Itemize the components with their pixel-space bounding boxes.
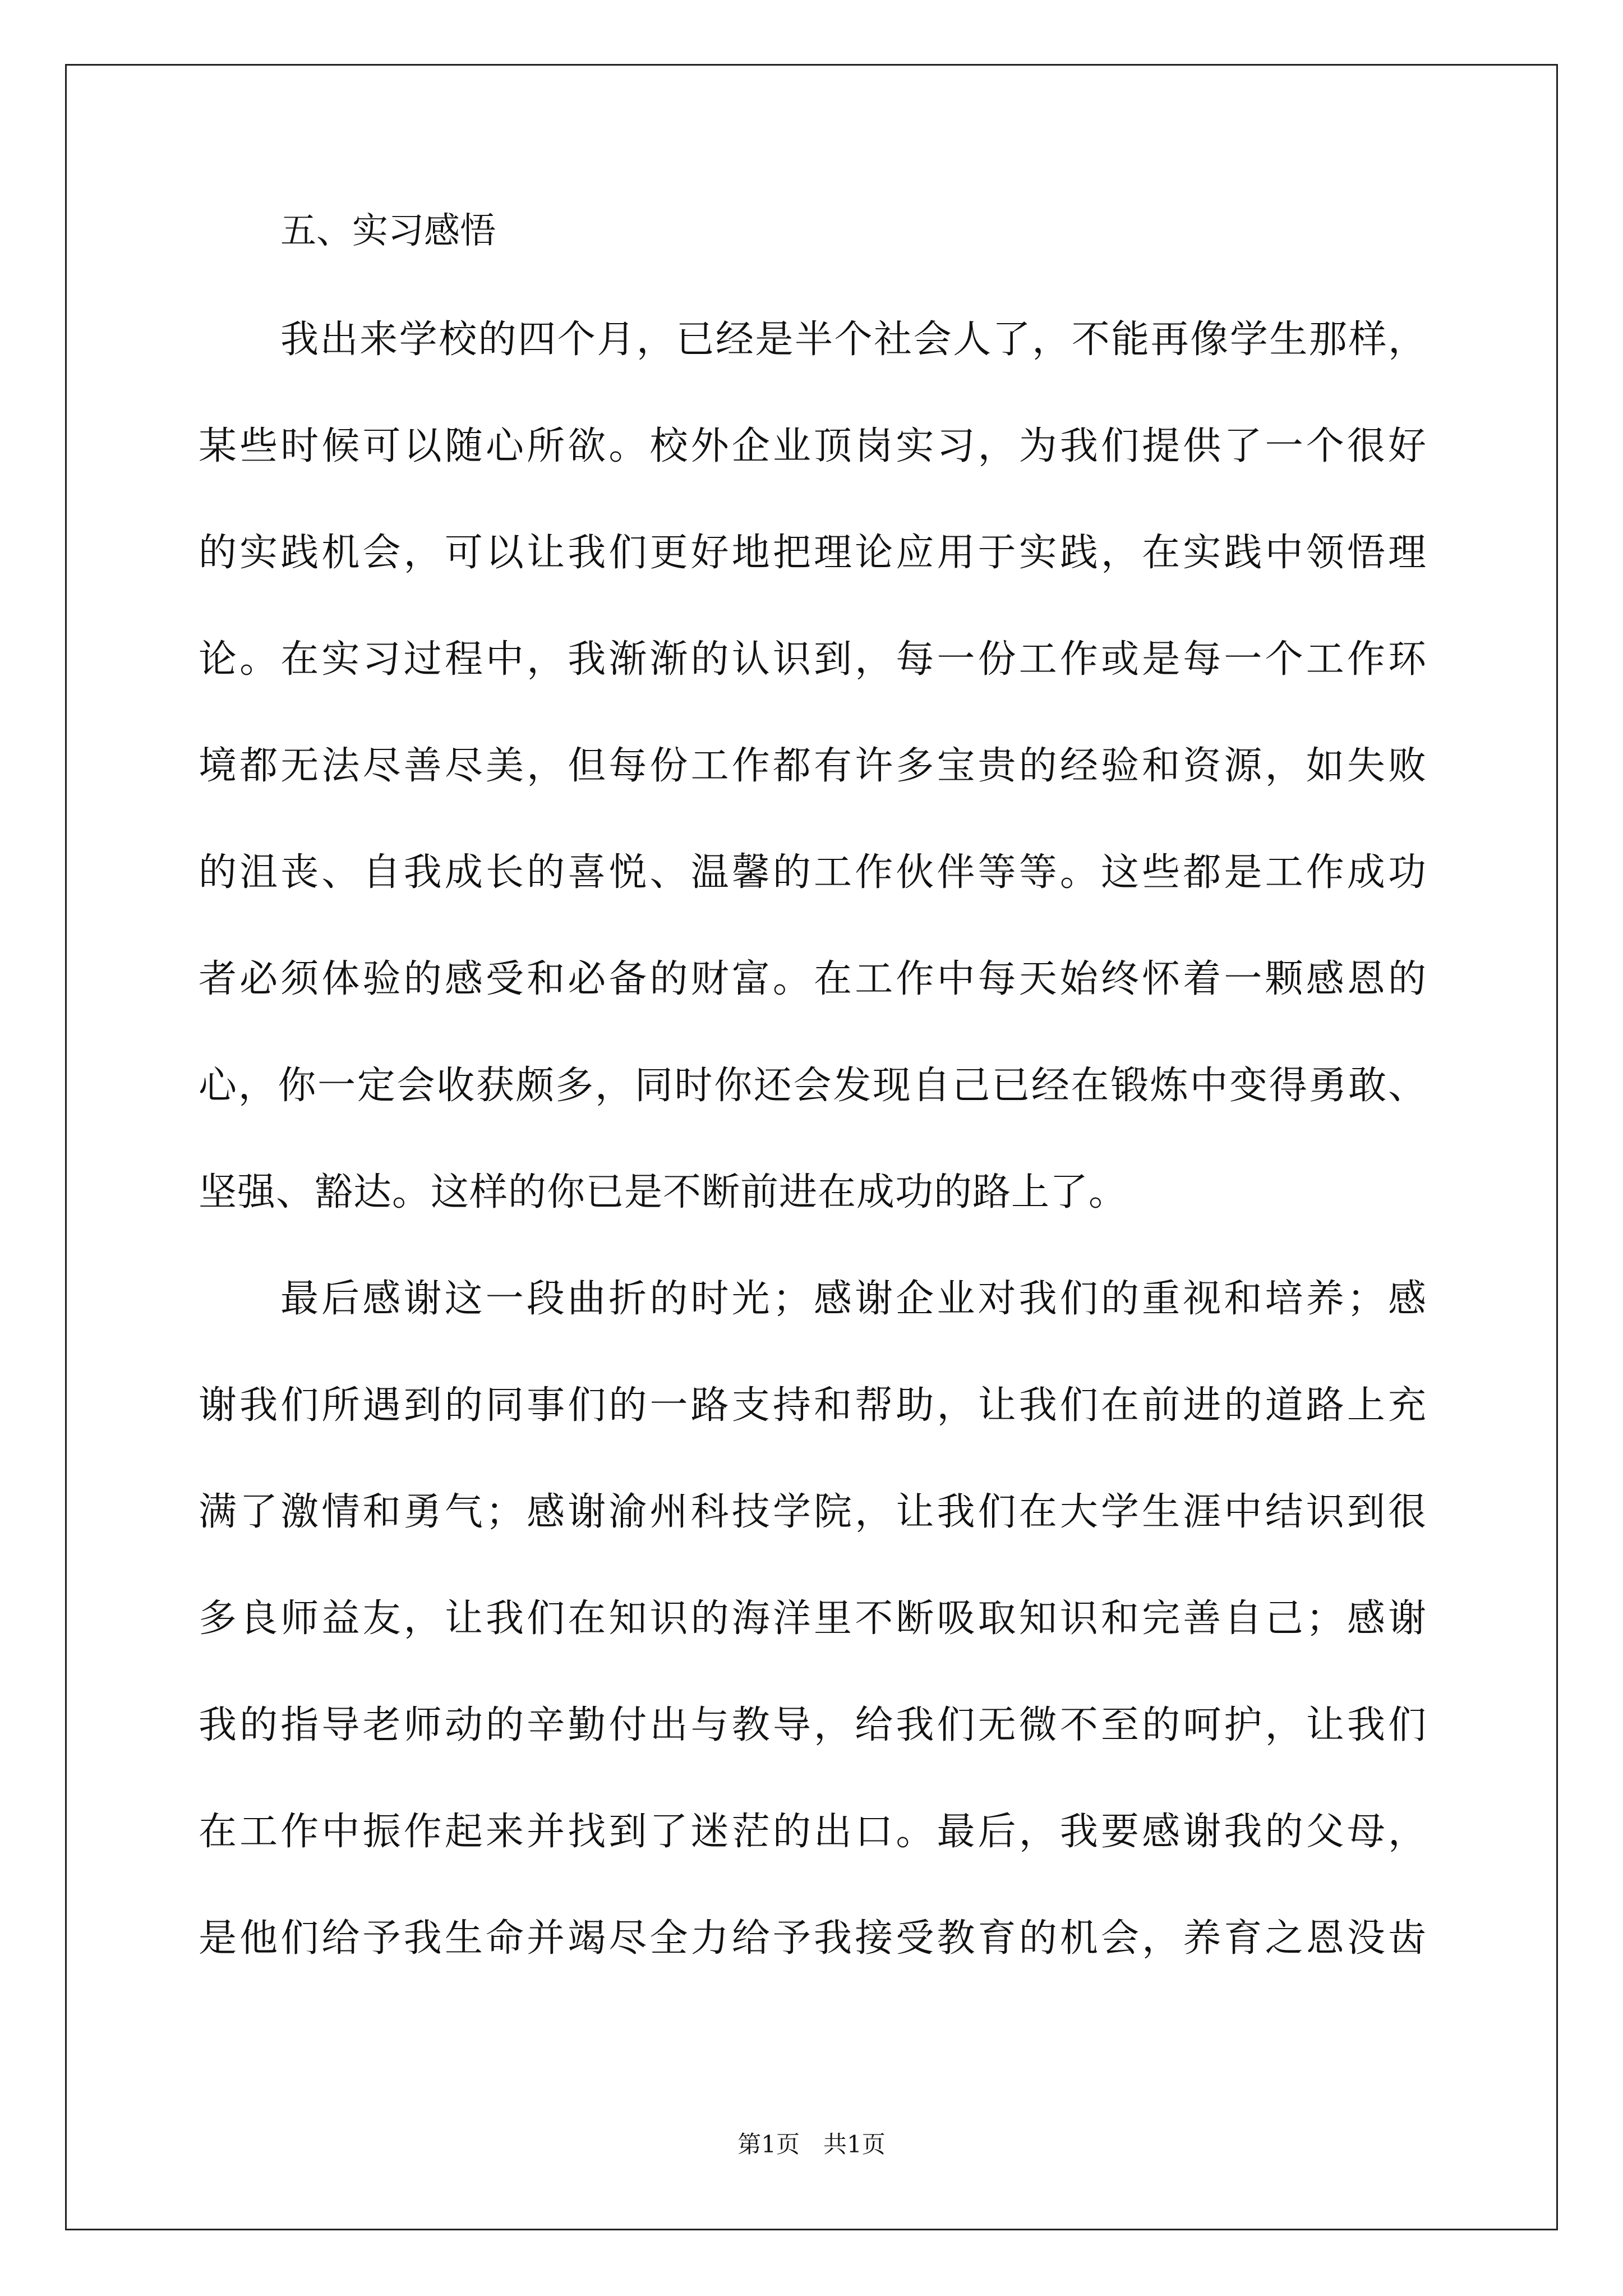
paragraph-line: 我出来学校的四个月，已经是半个社会人了，不能再像学生那样，: [280, 318, 1427, 362]
paragraph-line: 谢我们所遇到的同事们的一路支持和帮助，让我们在前进的道路上充: [199, 1383, 1427, 1428]
paragraph-line: 者必须体验的感受和必备的财富。在工作中每天始终怀着一颗感恩的: [199, 957, 1427, 1001]
paragraph-line: 某些时候可以随心所欲。校外企业顶岗实习，为我们提供了一个很好: [199, 424, 1427, 468]
paragraph-line: 的沮丧、自我成长的喜悦、温馨的工作伙伴等等。这些都是工作成功: [199, 850, 1427, 895]
document-body: [199, 210, 1427, 2026]
paragraph-line: 论。在实习过程中，我渐渐的认识到，每一份工作或是每一个工作环: [199, 637, 1427, 682]
paragraph-line: 多良师益友，让我们在知识的海洋里不断吸取知识和完善自己；感谢: [199, 1596, 1427, 1641]
paragraph-line: 满了激情和勇气；感谢渝州科技学院，让我们在大学生涯中结识到很: [199, 1490, 1427, 1534]
paragraph-line: 境都无法尽善尽美，但每份工作都有许多宝贵的经验和资源，如失败: [199, 744, 1427, 788]
paragraph-line: 在工作中振作起来并找到了迷茫的出口。最后，我要感谢我的父母，: [199, 1810, 1427, 1854]
paragraph-line: 坚强、豁达。这样的你已是不断前进在成功的路上了。: [199, 1170, 1128, 1214]
section-heading: 五、实习感悟: [280, 210, 496, 252]
paragraph-line: 的实践机会，可以让我们更好地把理论应用于实践，在实践中领悟理: [199, 531, 1427, 575]
paragraph-line: 我的指导老师动的辛勤付出与教导，给我们无微不至的呵护，让我们: [199, 1703, 1427, 1747]
page-number-footer: 第1页 共1页: [737, 2131, 886, 2158]
paragraph-line: 心，你一定会收获颇多，同时你还会发现自己已经在锻炼中变得勇敢、: [199, 1064, 1427, 1108]
paragraph-line: 是他们给予我生命并竭尽全力给予我接受教育的机会，养育之恩没齿: [199, 1916, 1427, 1961]
paragraph-1: [199, 318, 1427, 1214]
paragraph-line: 最后感谢这一段曲折的时光；感谢企业对我们的重视和培养；感: [280, 1277, 1427, 1321]
paragraph-2: [199, 1277, 1427, 1961]
